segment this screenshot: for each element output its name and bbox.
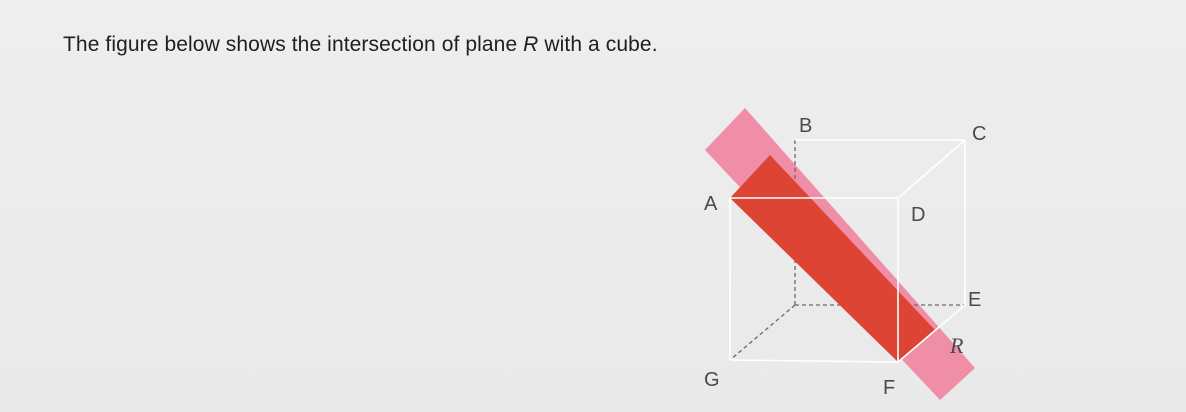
prompt-text-after: with a cube. (538, 33, 658, 56)
edge-top-right-depth (898, 140, 965, 198)
plane-variable: R (523, 33, 539, 56)
label-a: A (704, 193, 718, 215)
label-r: R (950, 333, 964, 358)
intersection-region (730, 155, 935, 362)
hidden-edge-depth (730, 305, 795, 360)
label-f: F (883, 377, 896, 399)
label-b: B (799, 115, 813, 137)
label-g: G (704, 369, 720, 391)
label-d: D (911, 204, 926, 226)
label-c: C (972, 123, 987, 145)
label-e: E (968, 289, 982, 311)
prompt-text-before: The figure below shows the intersection of plane (63, 33, 524, 56)
edge-front-bottom (730, 360, 898, 362)
